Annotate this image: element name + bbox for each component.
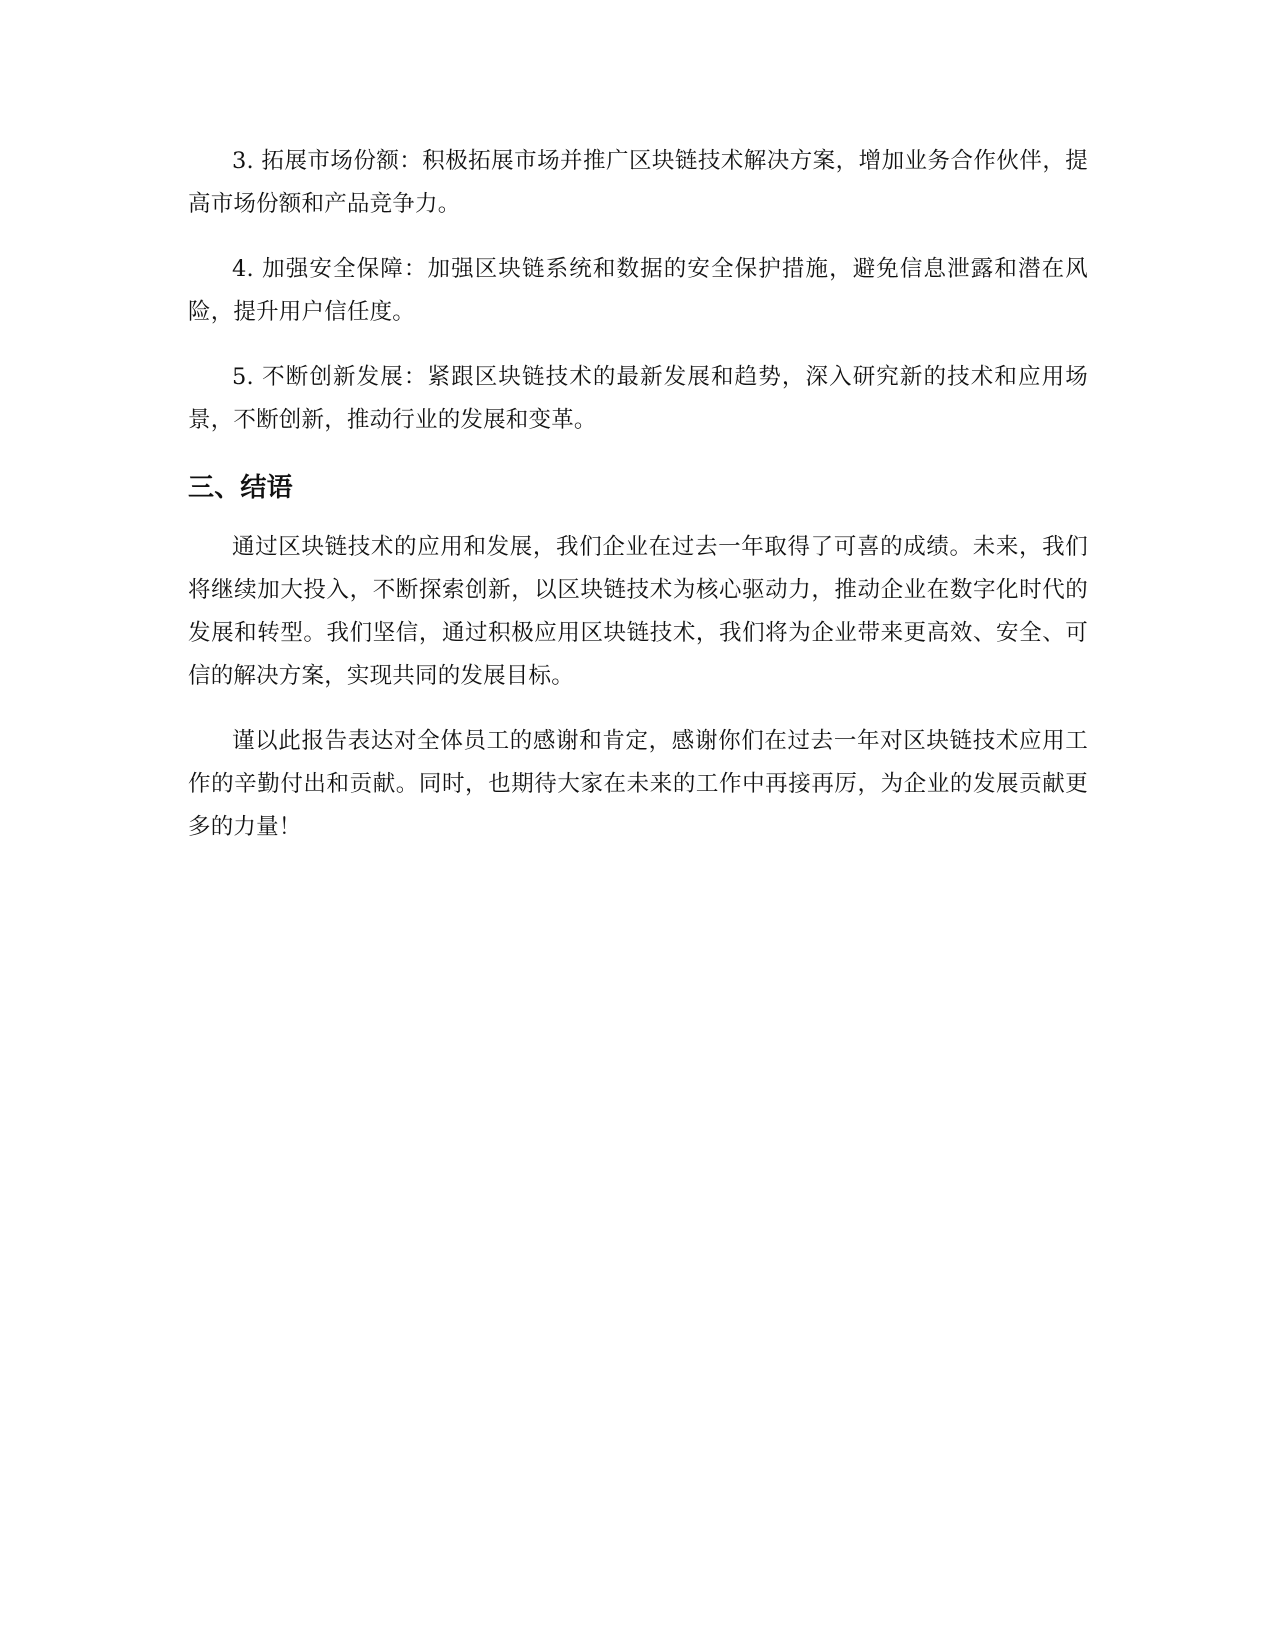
list-item-security: 4. 加强安全保障：加强区块链系统和数据的安全保护措施，避免信息泄露和潜在风险，提升用户信任度。 [188, 256, 1088, 325]
conclusion-paragraph-1: 通过区块链技术的应用和发展，我们企业在过去一年取得了可喜的成绩。未来，我们将继续加大投入，不断探索创新，以区块链技术为核心驱动力，推动企业在数字化时代的发展和转型。我们坚信，通过积极应用区块链技术，我们将为企业带来更高效、安全、可信的解决方案，实现共同的发展目标。 [188, 534, 1088, 689]
document-body [188, 140, 1088, 871]
section-heading-conclusion: 三、结语 [188, 473, 293, 503]
conclusion-paragraph-2: 谨以此报告表达对全体员工的感谢和肯定，感谢你们在过去一年对区块链技术应用工作的辛勤付出和贡献。同时，也期待大家在未来的工作中再接再厉，为企业的发展贡献更多的力量！ [188, 728, 1088, 840]
list-item-innovation: 5. 不断创新发展：紧跟区块链技术的最新发展和趋势，深入研究新的技术和应用场景，不断创新，推动行业的发展和变革。 [188, 364, 1088, 433]
list-item-market-share: 3. 拓展市场份额：积极拓展市场并推广区块链技术解决方案，增加业务合作伙伴，提高市场份额和产品竞争力。 [188, 148, 1088, 217]
